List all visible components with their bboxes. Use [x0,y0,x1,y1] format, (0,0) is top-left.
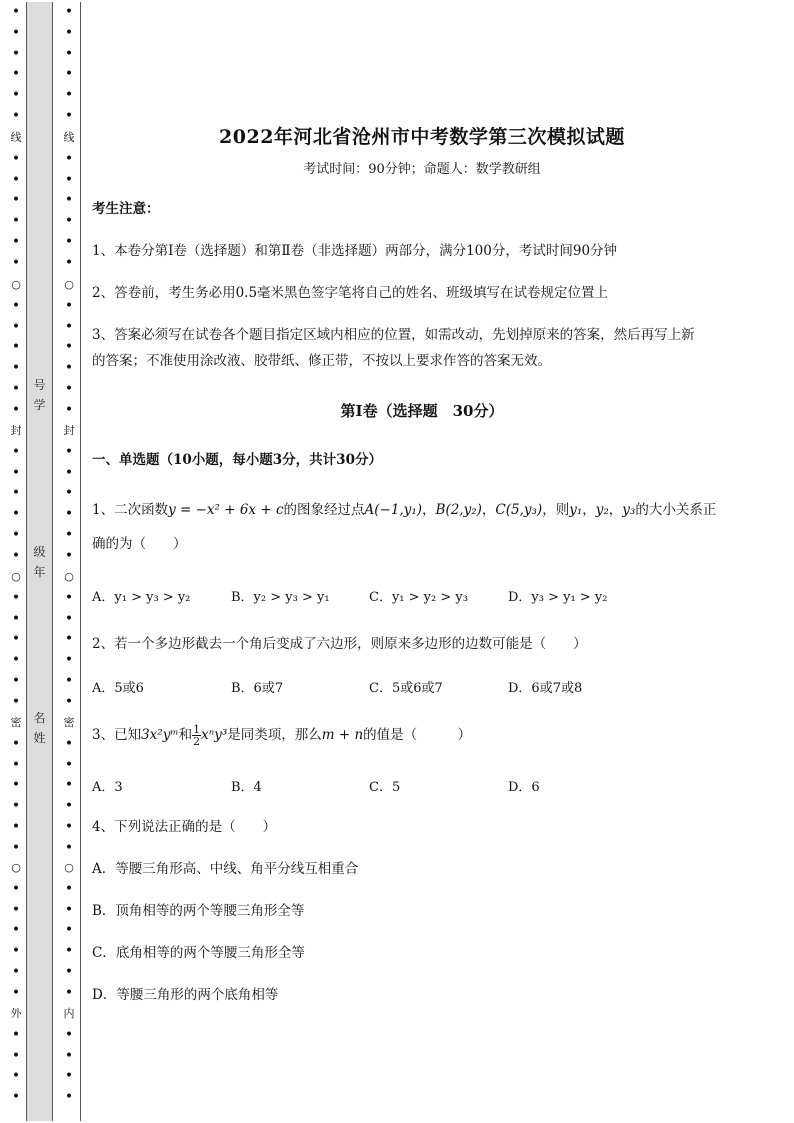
q4-option-b[interactable]: B．顶角相等的两个等腰三角形全等 [92,903,305,919]
outer-seal-dot: • [11,964,21,980]
outer-seal-dot: • [11,319,21,335]
inner-seal-dot: • [64,777,74,793]
inner-seal-dot: • [64,590,74,606]
outer-marker-circle: ○ [11,278,21,291]
q1-option-c[interactable]: C．y₁ > y₂ > y₃ [369,590,468,605]
binding-margin [0,0,84,1123]
exam-title: 2022年河北省沧州市中考数学第三次模拟试题 [219,126,625,148]
inner-seal-dot: • [64,506,74,522]
inner-marker-seal: 封 [63,424,75,437]
inner-seal-dot: • [64,339,74,355]
q3-term1: 3x²yᵐ [141,727,179,743]
outer-seal-dot: • [11,943,21,959]
outer-seal-dot: • [11,694,21,710]
inner-seal-dot: • [64,46,74,62]
inner-seal-dot: • [64,548,74,564]
notice-item-1: 1、本卷分第I卷（选择题）和第Ⅱ卷（非选择题）两部分，满分100分，考试时间90分钟 [92,243,618,259]
q3-frac-num: 1 [193,723,201,736]
q3-and: 和 [178,727,193,743]
outer-seal-dot: • [11,922,21,938]
notice-item-3-cont: 的答案；不准使用涂改液、胶带纸、修正带，不按以上要求作答的答案无效。 [92,353,551,369]
q3-term2: xⁿy³ [201,727,228,743]
outer-seal-dot: • [11,798,21,814]
outer-seal-dot: • [11,298,21,314]
outer-seal-dot: • [11,465,21,481]
inner-seal-dot: • [64,694,74,710]
q1-suffix: 的大小关系正 [635,502,717,518]
outer-seal-dot: • [11,4,21,20]
inner-marker-line: 线 [63,131,75,144]
section-heading: 一、单选题（10小题，每小题3分，共计30分） [92,452,382,468]
q3-expr: m + n [321,727,364,743]
q1-sep-4: ， [608,502,623,518]
outer-seal-dot: • [11,840,21,856]
inner-seal-dot: • [64,652,74,668]
outer-seal-dot: • [11,736,21,752]
strip-label-ming: 名 [33,711,46,725]
notice-item-3: 3、答案必须写在试卷各个题目指定区域内相应的位置，如需改动，先划掉原来的答案，然后再写上新 [92,327,695,343]
outer-seal-dot: • [11,66,21,82]
outer-seal-dot: • [11,590,21,606]
inner-seal-dot: • [64,192,74,208]
q1-point-b: B(2,y₂) [435,502,482,518]
inner-seal-dot: • [64,298,74,314]
outer-seal-dot: • [11,192,21,208]
inner-seal-dot: • [64,465,74,481]
outer-seal-dot: • [11,652,21,668]
q2-stem: 2、若一个多边形截去一个角后变成了六边形，则原来多边形的边数可能是（ ） [92,636,587,652]
q1-sep-1: ， [422,502,436,518]
q4-option-a[interactable]: A．等腰三角形高、中线、角平分线互相重合 [92,861,359,877]
outer-seal-dot: • [11,255,21,271]
outer-seal-dot: • [11,485,21,501]
q1-prefix: 1、二次函数 [92,502,169,518]
outer-seal-dot: • [11,1048,21,1064]
inner-seal-dot: • [64,840,74,856]
q1-sep-3: ， [582,502,596,518]
inner-seal-dot: • [64,172,74,188]
inner-seal-dot: • [64,985,74,1001]
outer-seal-dot: • [11,548,21,564]
inner-seal-dot: • [64,527,74,543]
outer-seal-dot: • [11,444,21,460]
q1-y2: y₂ [595,502,609,518]
q2-option-c[interactable]: C．5或6或7 [369,681,443,696]
outer-seal-dot: • [11,172,21,188]
notice-heading: 考生注意： [92,201,160,217]
q3-suffix: 的值是（ ） [363,727,472,743]
inner-seal-dot: • [64,1068,74,1084]
outer-seal-dot: • [11,902,21,918]
outer-seal-dot: • [11,234,21,250]
q1-y1: y₁ [569,502,583,518]
inner-marker-circle: ○ [64,861,74,874]
q4-stem: 4、下列说法正确的是（ ） [92,819,277,835]
notice-item-2: 2、答卷前，考生务必用0.5毫米黑色签字笔将自己的姓名、班级填写在试卷规定位置上 [92,285,609,301]
inner-seal-dot: • [64,402,74,418]
outer-seal-dot: • [11,381,21,397]
inner-seal-dot: • [64,611,74,627]
outer-seal-dot: • [11,881,21,897]
strip-label-xue: 学 [33,398,46,412]
outer-seal-dot: • [11,151,21,167]
inner-seal-dot: • [64,736,74,752]
q2-option-b[interactable]: B．6或7 [231,681,284,696]
q1-option-b[interactable]: B．y₂ > y₃ > y₁ [231,590,330,605]
part1-title: 第I卷（选择题 30分） [340,402,504,420]
q1-point-a: A(−1,y₁) [364,502,423,518]
outer-seal-dot: • [11,819,21,835]
outer-marker-edge: 外 [10,1007,22,1020]
q2-option-d[interactable]: D．6或7或8 [508,681,583,696]
outer-seal-dot: • [11,527,21,543]
inner-seal-dot: • [64,881,74,897]
outer-seal-dot: • [11,360,21,376]
inner-seal-dot: • [64,757,74,773]
exam-subtitle: 考试时间：90分钟；命题人：数学教研组 [303,162,541,177]
strip-label-hao: 号 [33,378,46,392]
inner-seal-dot: • [64,213,74,229]
q3-prefix: 3、已知 [92,727,142,743]
inner-seal-dot: • [64,381,74,397]
q1-mid: 的图象经过点 [283,502,365,518]
inner-seal-dot: • [64,1027,74,1043]
inner-seal-dot: • [64,360,74,376]
q2-option-a[interactable]: A．5或6 [92,681,144,696]
strip-label-ji: 级 [33,545,46,559]
inner-seal-dot: • [64,631,74,647]
outer-seal-dot: • [11,1089,21,1105]
inner-marker-secret: 密 [63,716,75,729]
outer-marker-secret: 密 [10,716,22,729]
outer-seal-dot: • [11,506,21,522]
inner-seal-dot: • [64,108,74,124]
q1-option-d[interactable]: D．y₃ > y₁ > y₂ [508,590,608,605]
q4-option-d[interactable]: D．等腰三角形的两个底角相等 [92,987,279,1003]
inner-marker-circle: ○ [64,570,74,583]
q1-stem [92,497,752,523]
q3-option-c[interactable]: C．5 [369,780,401,795]
q1-options [92,586,752,606]
outer-seal-dot: • [11,673,21,689]
inner-seal-dot: • [64,485,74,501]
inner-seal-column [56,0,82,1123]
outer-seal-dot: • [11,611,21,627]
outer-seal-dot: • [11,87,21,103]
outer-marker-circle: ○ [11,570,21,583]
inner-seal-dot: • [64,673,74,689]
q3-option-b[interactable]: B．4 [231,780,262,795]
q3-fraction [192,724,201,747]
outer-marker-line: 线 [10,131,22,144]
q4-option-c[interactable]: C．底角相等的两个等腰三角形全等 [92,945,305,961]
q3-stem [92,722,752,748]
outer-seal-dot: • [11,339,21,355]
q3-frac-den: 2 [193,735,201,748]
outer-seal-dot: • [11,777,21,793]
q3-options [92,776,752,796]
outer-seal-dot: • [11,108,21,124]
q2-options [92,677,752,697]
inner-marker-edge: 内 [63,1007,75,1020]
inner-seal-dot: • [64,902,74,918]
outer-marker-circle: ○ [11,861,21,874]
inner-seal-dot: • [64,922,74,938]
inner-seal-dot: • [64,255,74,271]
outer-seal-dot: • [11,25,21,41]
outer-seal-dot: • [11,985,21,1001]
inner-seal-dot: • [64,4,74,20]
inner-seal-dot: • [64,234,74,250]
q1-then: ，则 [542,502,570,518]
outer-seal-dot: • [11,1027,21,1043]
inner-seal-dot: • [64,1048,74,1064]
q1-sep-2: ， [481,502,496,518]
outer-seal-dot: • [11,757,21,773]
outer-seal-dot: • [11,631,21,647]
q3-option-a[interactable]: A．3 [92,780,123,795]
inner-seal-dot: • [64,819,74,835]
inner-seal-dot: • [64,798,74,814]
inner-seal-dot: • [64,151,74,167]
q1-point-c: C(5,y₃) [495,502,543,518]
outer-marker-seal: 封 [10,424,22,437]
outer-seal-dot: • [11,46,21,62]
q1-y3: y₃ [622,502,636,518]
q1-option-a[interactable]: A．y₁ > y₃ > y₂ [92,590,191,605]
strip-label-nian: 年 [33,565,46,579]
q3-mid: 是同类项，那么 [227,727,322,743]
outer-seal-dot: • [11,402,21,418]
inner-seal-dot: • [64,964,74,980]
inner-seal-dot: • [64,25,74,41]
inner-marker-circle: ○ [64,278,74,291]
q1-stem-line2: 确的为（ ） [92,536,187,552]
inner-seal-dot: • [64,66,74,82]
inner-seal-dot: • [64,444,74,460]
inner-seal-dot: • [64,943,74,959]
strip-label-xing: 姓 [33,731,46,745]
outer-seal-dot: • [11,1068,21,1084]
inner-seal-dot: • [64,319,74,335]
inner-seal-dot: • [64,1089,74,1105]
q3-option-d[interactable]: D．6 [508,780,540,795]
outer-seal-dot: • [11,213,21,229]
inner-seal-dot: • [64,87,74,103]
q1-function: y = −x² + 6x + c [168,502,284,518]
